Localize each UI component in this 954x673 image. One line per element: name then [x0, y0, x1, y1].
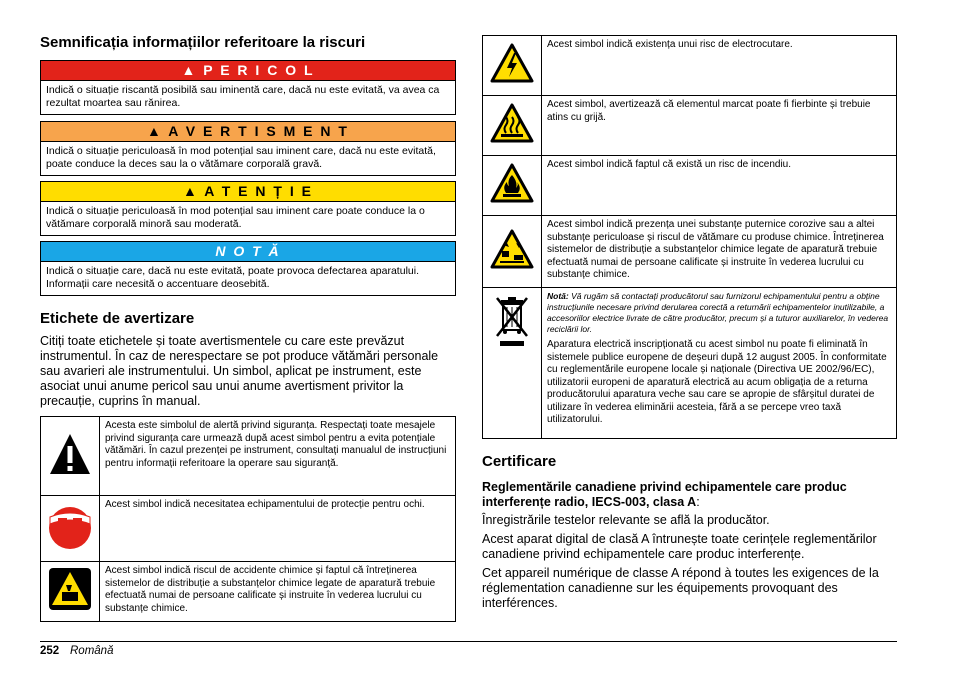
left-symbol-table: [40, 416, 456, 622]
weee-text: Aparatura electrică inscripționată cu acest simbol nu poate fi eliminată în sistemele publice europene de deșeuri după 12 august 2005. În conformitate cu reglementările europene locale și naționale (Directiva UE 2002/96/EC), utilizatorii europeni de aparatură electrică au acum obligația de a returna producătorului aparatura veche sau care se apropie de sfârșitul duratei de utilizare în vederea eliminării acesteia, fără a se percepe vreo taxă utilizatorului.: [547, 339, 887, 425]
canadian-regulations-text: Reglementările canadiene privind echipamentele care produc interferențe radio, IECS-003, clasa A: [482, 480, 847, 509]
warning-text: Indică o situație periculoasă în mod potențial sau iminent care, dacă nu este evitată, poate conduce la deces sau la o vătămare corporală gravă.: [41, 141, 455, 175]
weee-note: [547, 291, 891, 335]
symbol-row: [41, 496, 456, 562]
notice-text: Indică o situație care, dacă nu este evitată, poate provoca defectarea aparatului. Informații care necesită o accentuare deosebită.: [41, 261, 455, 295]
caution-header: [41, 182, 455, 201]
warning-labels-heading: Etichete de avertizare: [40, 310, 195, 327]
electrocution-icon: [483, 36, 542, 96]
caution-label: A T E N Ț I E: [204, 183, 313, 199]
canadian-regulations-title: [482, 480, 894, 510]
class-a-compliance-para: Acest aparat digital de clasă A întrunește toate cerințele reglementărilor canadiene privind echipamentele care produc interferențe.: [482, 532, 877, 561]
fire-hazard-icon: [483, 156, 542, 216]
caution-text: Indică o situație periculoasă în mod potențial sau iminent care poate conduce la o vătămare corporală minoră sau moderată.: [41, 201, 455, 235]
weee-note-label: Notă:: [547, 291, 569, 301]
symbol-text: Acest simbol, avertizează că elementul marcat poate fi fierbinte și trebuie atins cu grijă.: [542, 96, 897, 156]
symbol-row: [41, 417, 456, 496]
hazard-info-heading: Semnificația informațiilor referitoare la riscuri: [40, 34, 366, 51]
chemical-hazard-icon: [41, 562, 100, 622]
symbol-row: [483, 216, 897, 288]
test-records-para: Înregistrările testelor relevante se află la producător.: [482, 513, 770, 527]
crossed-bin-icon: [483, 288, 542, 439]
symbol-text: Acest simbol indică faptul că există un risc de incendiu.: [542, 156, 897, 216]
warning-triangle-icon: ▲: [181, 62, 198, 78]
alert-triangle-icon: [41, 417, 100, 496]
danger-header: [41, 61, 455, 80]
symbol-text: Acest simbol indică existența unui risc de electrocutare.: [542, 36, 897, 96]
warning-header: [41, 122, 455, 141]
page-number: 252: [40, 645, 60, 657]
symbol-row: [483, 288, 897, 439]
colon: :: [696, 495, 700, 509]
danger-box: [40, 60, 456, 115]
weee-note-text: Vă rugăm să contactați producătorul sau furnizorul echipamentului pentru a obține instrucțiunile necesare privind derularea corectă a returnării echipamentelor inutilizabile, a accesoriilor electrice livrate de către producător, precum și a tuturor auxiliarelor, în vederea reciclării lor.: [547, 291, 889, 334]
symbol-text: Acesta este simbolul de alertă privind siguranța. Respectați toate mesajele privind siguranța care urmează după acest simbol pentru a evita potențiale vătămări. În cazul prezenței pe instrument, consultați manualul de instrucțiuni pentru informații referitoare la operare sau siguranță.: [100, 417, 456, 496]
warning-triangle-icon: ▲: [147, 123, 163, 139]
hot-surface-icon: [483, 96, 542, 156]
symbol-row: [483, 96, 897, 156]
right-symbol-table: [482, 35, 897, 439]
symbol-row: [41, 562, 456, 622]
danger-text: Indică o situație riscantă posibilă sau iminentă care, dacă nu este evitată, va avea ca rezultat moartea sau rănirea.: [41, 80, 455, 114]
french-compliance-para: Cet appareil numérique de classe A répond à toutes les exigences de la réglementation canadienne sur les équipements provoquant des interférences.: [482, 566, 879, 610]
eye-protection-icon: [41, 496, 100, 562]
warning-box: [40, 121, 456, 176]
footer-language: Română: [70, 645, 114, 657]
notice-header: N O T Ă: [41, 242, 455, 261]
symbol-row: [483, 156, 897, 216]
warning-label: A V E R T I S M E N T: [168, 123, 349, 139]
page-footer: [40, 641, 897, 657]
warning-labels-paragraph: Citiți toate etichetele și toate avertismentele cu care este prevăzut instrumentul. În caz de nerespectare se pot produce vătămări personale sau avarieri ale instrumentului. Un simbol, aplicat pe instrument, este asociat unui anume pericol sau unui anume avertisment privitor la precauție, cuprins în manual.: [40, 334, 439, 408]
certification-heading: Certificare: [482, 453, 557, 470]
warning-triangle-icon: ▲: [183, 183, 199, 199]
corrosive-icon: [483, 216, 542, 288]
caution-box: [40, 181, 456, 236]
symbol-text: Acest simbol indică riscul de accidente chimice și faptul că întreținerea sistemelor de distribuție a substanțelor chimice legate de aparatură trebuie efectuată numai de persoane calificate și instruite în vederea lucrului cu substanțe chimice.: [100, 562, 456, 622]
symbol-text: Acest simbol indică necesitatea echipamentului de protecție pentru ochi.: [100, 496, 456, 562]
danger-label: P E R I C O L: [203, 62, 315, 78]
notice-box: [40, 241, 456, 296]
symbol-text: Acest simbol indică prezența unei substanțe puternice corozive sau a altei substanțe periculoase și riscul de vătămare cu produse chimice. Întreținerea sistemelor de distribuție a substanțelor chimice legate de aparatură trebuie efectuată numai de persoane calificate și instruite în vederea lucrului cu substanțe chimice.: [542, 216, 897, 288]
symbol-row: [483, 36, 897, 96]
weee-text-cell: [542, 288, 897, 439]
